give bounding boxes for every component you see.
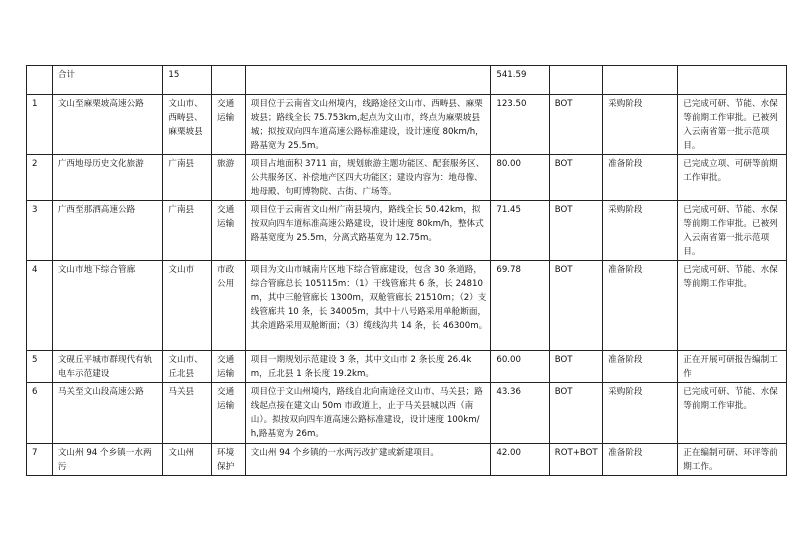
project-category: 交通运输 bbox=[212, 95, 246, 155]
project-content: 项目位于云南省文山州广南县境内，路线全长 50.42km，拟按双向四车道标准高速公路建设，设计速度 80km/h，整体式路基宽度为 25.5m，分离式路基宽为 12.75m。 bbox=[245, 201, 491, 261]
project-investment: 71.45 bbox=[491, 201, 549, 261]
project-mode: BOT bbox=[549, 201, 602, 261]
project-stage: 采购阶段 bbox=[603, 95, 678, 155]
project-content: 文山州 94 个乡镇的一水两污改扩建或新建项目。 bbox=[245, 444, 491, 476]
project-stage: 准备阶段 bbox=[603, 444, 678, 476]
row-number: 2 bbox=[27, 155, 53, 201]
project-mode: BOT bbox=[549, 351, 602, 383]
table-row bbox=[27, 383, 787, 444]
table-row bbox=[27, 95, 787, 155]
project-name: 文山至麻栗坡高速公路 bbox=[52, 95, 163, 155]
project-content: 项目占地面积 3711 亩，规划旅游主题功能区、配套服务区、公共服务区、补偿地产区四大功能区；建设内容为：地母像、地母殿、句町博物院、古街、广场等。 bbox=[245, 155, 491, 201]
project-progress: 已完成可研、节能、水保等前期工作审批。已被列入云南省第一批示范项目。 bbox=[678, 201, 787, 261]
project-category: 交通运输 bbox=[212, 201, 246, 261]
table-row bbox=[27, 201, 787, 261]
summary-count: 15 bbox=[163, 66, 212, 95]
table-row bbox=[27, 155, 787, 201]
project-category: 环境保护 bbox=[212, 444, 246, 476]
project-progress: 已完成可研、节能、水保等前期工作审批。 bbox=[678, 261, 787, 351]
table-row bbox=[27, 261, 787, 351]
summary-number-cell bbox=[27, 66, 53, 95]
project-name: 广西地母历史文化旅游 bbox=[52, 155, 163, 201]
project-category: 交通运输 bbox=[212, 383, 246, 444]
project-region: 文山市 bbox=[163, 261, 212, 351]
project-content: 项目位于云南省文山州境内，线路途径文山市、西畴县、麻栗坡县；路线全长 75.753km,起点为文山市，终点为麻栗坡县城；拟按双向四车道高速公路标准建设，设计速度 80km/h，路基宽为 25.5m。 bbox=[245, 95, 491, 155]
project-name: 文山州 94 个乡镇一水两污 bbox=[52, 444, 163, 476]
project-name: 马关至文山段高速公路 bbox=[52, 383, 163, 444]
project-mode: BOT bbox=[549, 261, 602, 351]
project-progress: 已完成立项、可研等前期工作审批。 bbox=[678, 155, 787, 201]
project-progress: 已完成可研、节能、水保等前期工作审批。已被列入云南省第一批示范项目。 bbox=[678, 95, 787, 155]
project-investment: 42.00 bbox=[491, 444, 549, 476]
project-mode: BOT bbox=[549, 95, 602, 155]
row-number: 5 bbox=[27, 351, 53, 383]
project-region: 广南县 bbox=[163, 155, 212, 201]
project-stage: 准备阶段 bbox=[603, 351, 678, 383]
project-mode: BOT bbox=[549, 155, 602, 201]
project-category: 交通运输 bbox=[212, 351, 246, 383]
project-mode: BOT bbox=[549, 383, 602, 444]
project-investment: 60.00 bbox=[491, 351, 549, 383]
project-investment: 80.00 bbox=[491, 155, 549, 201]
project-investment: 69.78 bbox=[491, 261, 549, 351]
project-mode: ROT+BOT bbox=[549, 444, 602, 476]
project-name: 文山市地下综合管廊 bbox=[52, 261, 163, 351]
summary-investment: 541.59 bbox=[491, 66, 549, 95]
project-investment: 123.50 bbox=[491, 95, 549, 155]
project-region: 广南县 bbox=[163, 201, 212, 261]
project-progress: 正在编制可研、环评等前期工作。 bbox=[678, 444, 787, 476]
project-progress: 正在开展可研报告编制工作 bbox=[678, 351, 787, 383]
summary-content bbox=[245, 66, 491, 95]
table-row bbox=[27, 351, 787, 383]
project-region: 文山州 bbox=[163, 444, 212, 476]
project-region: 文山市、丘北县 bbox=[163, 351, 212, 383]
row-number: 4 bbox=[27, 261, 53, 351]
project-stage: 准备阶段 bbox=[603, 261, 678, 351]
summary-stage bbox=[603, 66, 678, 95]
row-number: 1 bbox=[27, 95, 53, 155]
row-number: 7 bbox=[27, 444, 53, 476]
summary-label: 合计 bbox=[52, 66, 163, 95]
table-row bbox=[27, 444, 787, 476]
project-stage: 准备阶段 bbox=[603, 155, 678, 201]
project-region: 马关县 bbox=[163, 383, 212, 444]
project-stage: 采购阶段 bbox=[603, 201, 678, 261]
project-content: 项目一期规划示范建设 3 条，其中文山市 2 条长度 26.4km，丘北县 1 条长度 19.2km。 bbox=[245, 351, 491, 383]
project-progress: 已完成可研、节能、水保等前期工作审批。 bbox=[678, 383, 787, 444]
project-investment: 43.36 bbox=[491, 383, 549, 444]
project-table bbox=[26, 65, 787, 476]
summary-progress bbox=[678, 66, 787, 95]
summary-mode bbox=[549, 66, 602, 95]
project-name: 广西至那洒高速公路 bbox=[52, 201, 163, 261]
summary-category bbox=[212, 66, 246, 95]
project-category: 市政公用 bbox=[212, 261, 246, 351]
project-name: 文砚丘平城市群现代有轨电车示范建设 bbox=[52, 351, 163, 383]
summary-row bbox=[27, 66, 787, 95]
project-region: 文山市、西畴县、麻栗坡县 bbox=[163, 95, 212, 155]
row-number: 3 bbox=[27, 201, 53, 261]
project-category: 旅游 bbox=[212, 155, 246, 201]
row-number: 6 bbox=[27, 383, 53, 444]
project-stage: 采购阶段 bbox=[603, 383, 678, 444]
project-content: 项目位于文山州境内，路线自北向南途径文山市、马关县；路线起点接在建文山 50m 市政道上，止于马关县城以西（南山）。拟按双向四车道高速公路标准建设，设计速度 100km/h,路基宽为 26m。 bbox=[245, 383, 491, 444]
project-content: 项目为文山市城南片区地下综合管廊建设，包含 30 条道路，综合管廊总长 105115m：（1）干线管廊共 6 条，长 24810m，其中三舱管廊长 1300m，双舱管廊长 21510m；（2）支线管廊共 10 条，长 34005m，其中十八号路采用单舱断面，其余道路采用双舱断面；（3）缆线沟共 14 条，长 46300m。 bbox=[245, 261, 491, 351]
